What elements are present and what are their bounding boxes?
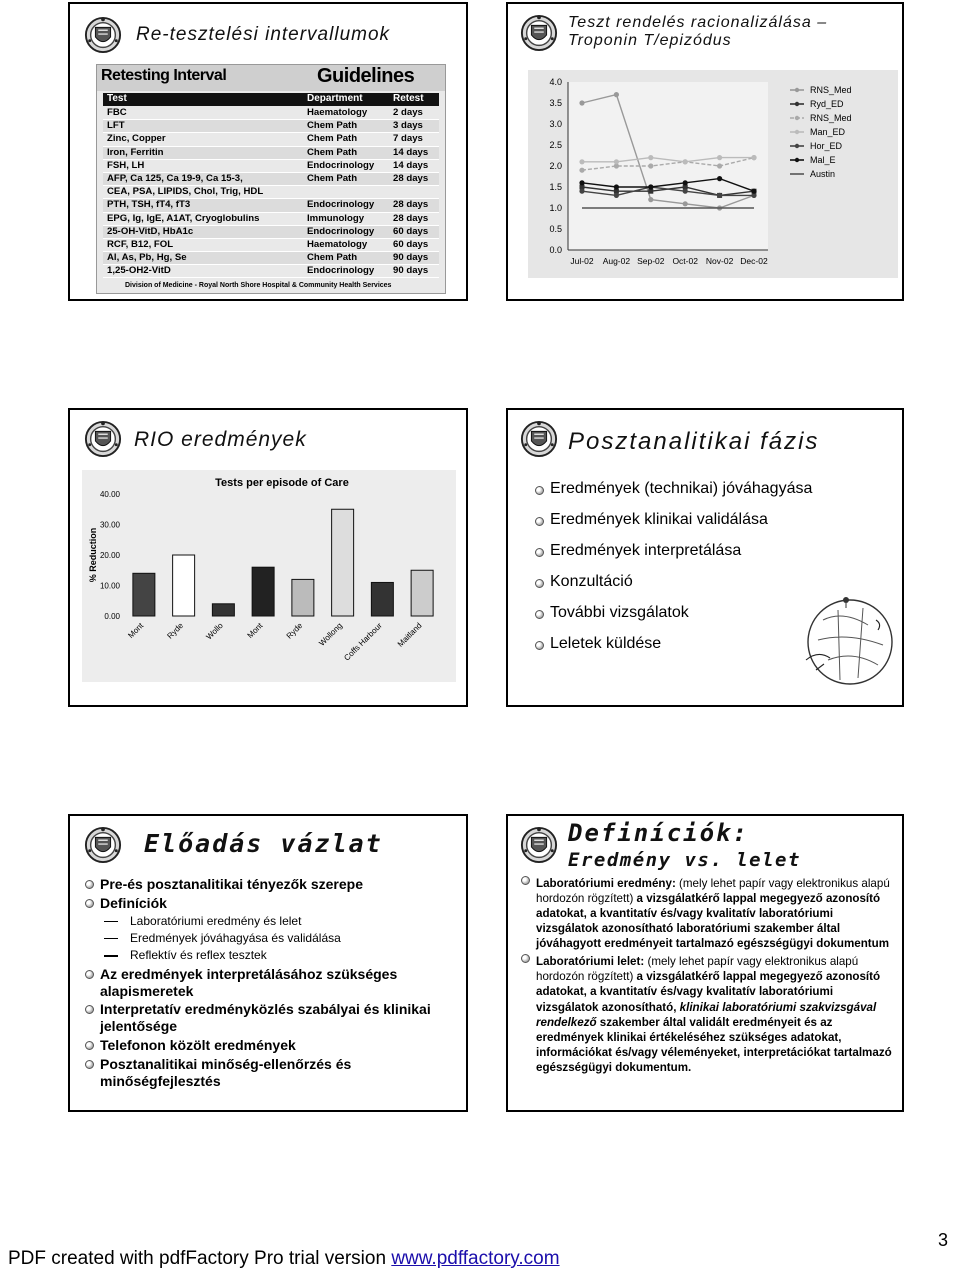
hospital-crest-logo — [84, 16, 122, 54]
hospital-crest-logo — [520, 420, 558, 458]
legend-marker — [795, 88, 799, 92]
table-row — [103, 120, 439, 133]
data-point — [579, 168, 584, 173]
data-point — [579, 180, 584, 185]
data-point — [683, 159, 688, 164]
dash-marker — [104, 955, 118, 957]
plot-area — [568, 82, 768, 250]
slide-definitions — [506, 814, 904, 1112]
y-tick-label: 0.0 — [549, 245, 562, 255]
category-label: Wollong — [317, 621, 345, 648]
col-retest: Retest — [393, 93, 424, 104]
table-row — [103, 173, 439, 186]
data-point — [579, 189, 584, 194]
category-label: Wollo — [204, 621, 225, 642]
cell-department: Endocrinology — [307, 159, 375, 171]
table-row — [103, 239, 439, 252]
data-point — [648, 155, 653, 160]
cell-department: Haematology — [307, 107, 368, 118]
bar — [252, 567, 274, 616]
y-tick-label: 40.00 — [99, 490, 120, 499]
cell-test: RCF, B12, FOL — [107, 238, 174, 250]
y-tick-label: 2.5 — [549, 140, 562, 150]
cell-test: PTH, TSH, fT4, fT3 — [107, 199, 191, 211]
bullet-item: Leletek küldése — [534, 635, 834, 653]
x-tick-label: Jul-02 — [570, 256, 594, 266]
cell-department: Endocrinology — [307, 225, 375, 237]
cell-department: Chem Path — [307, 252, 358, 264]
legend-label: Ryd_ED — [810, 99, 844, 109]
data-point — [648, 163, 653, 168]
data-point — [614, 184, 619, 189]
outline-item: Pre-és posztanalitikai tényezők szerepe — [84, 876, 454, 893]
outline-subitem: Laboratóriumi eredmény és lelet — [84, 914, 454, 928]
legend-marker — [795, 116, 799, 120]
legend-label: Austin — [810, 169, 836, 179]
category-label: Maitland — [395, 621, 424, 649]
cell-department: Chem Path — [307, 172, 358, 184]
cell-test: Iron, Ferritin — [107, 146, 164, 158]
retesting-table-image — [96, 64, 446, 294]
table-row — [103, 213, 439, 226]
bullet-item: Eredmények (technikai) jóváhagyása — [534, 480, 834, 498]
cell-test: FSH, LH — [107, 159, 145, 171]
data-point — [683, 201, 688, 206]
table-row — [103, 107, 439, 120]
slide-title: Posztanalitikai fázis — [568, 428, 820, 455]
hospital-crest-logo — [84, 420, 122, 458]
legend-label: Man_ED — [810, 127, 846, 137]
data-point — [717, 176, 722, 181]
table-row — [103, 186, 439, 199]
data-point — [717, 193, 722, 198]
cell-retest: 3 days — [393, 120, 423, 132]
cell-test: Zinc, Copper — [107, 133, 166, 145]
bar — [332, 509, 354, 616]
x-tick-label: Aug-02 — [602, 256, 631, 266]
handwriting-sketch-image — [788, 590, 898, 690]
y-tick-label: 3.5 — [549, 98, 562, 108]
hospital-crest-logo — [520, 826, 558, 864]
bar — [292, 579, 314, 616]
cell-retest: 14 days — [393, 146, 429, 158]
bar — [212, 604, 234, 616]
chart-title: Tests per episode of Care — [215, 477, 349, 489]
cell-test: 1,25-OH2-VitD — [107, 265, 171, 277]
tests-per-episode-bar-chart — [82, 470, 456, 682]
cell-department: Chem Path — [307, 146, 358, 158]
table-row — [103, 133, 439, 146]
bullet-item: Eredmények klinikai validálása — [534, 511, 834, 529]
data-point — [648, 197, 653, 202]
hospital-crest-logo — [84, 826, 122, 864]
cell-department: Chem Path — [307, 120, 358, 132]
cell-test: EPG, Ig, IgE, A1AT, Cryoglobulins — [107, 212, 260, 224]
x-tick-label: Dec-02 — [740, 256, 768, 266]
data-point — [648, 184, 653, 189]
outline-subitem: Eredmények jóváhagyása és validálása — [84, 931, 454, 945]
table-header-row — [103, 93, 439, 106]
slide-outline — [68, 814, 468, 1112]
hospital-crest-logo — [520, 14, 558, 52]
slide-title: RIO eredmények — [134, 428, 307, 451]
cell-retest: 28 days — [393, 212, 429, 224]
outline-subitem: Reflektív és reflex tesztek — [84, 948, 454, 962]
cell-department: Haematology — [307, 238, 368, 250]
outline-item: Posztanalitikai minőség-ellenőrzés és minőségfejlesztés — [84, 1056, 454, 1090]
cell-retest: 90 days — [393, 252, 429, 264]
category-label: Coffs Harbour — [342, 621, 384, 663]
y-axis-label: % Reduction — [88, 527, 98, 583]
table-row — [103, 265, 439, 278]
cell-department: Endocrinology — [307, 265, 375, 277]
y-tick-label: 2.0 — [549, 161, 562, 171]
slide-title — [568, 14, 827, 51]
slide-title: Előadás vázlat — [144, 829, 383, 858]
y-tick-label: 10.00 — [99, 581, 120, 591]
data-point — [717, 163, 722, 168]
data-point — [717, 155, 722, 160]
legend-label: Mal_E — [810, 155, 836, 165]
bullet-item: Konzultáció — [534, 573, 834, 591]
cell-department: Endocrinology — [307, 199, 375, 211]
cell-test: CEA, PSA, LIPIDS, Chol, Trig, HDL — [107, 186, 264, 198]
cell-department: Immunology — [307, 212, 365, 224]
cell-test: LFT — [107, 120, 125, 132]
legend-label: Hor_ED — [810, 141, 843, 151]
table-body — [103, 107, 439, 278]
legend-marker — [795, 102, 799, 106]
outline-item: Interpretatív eredményközlés szabályai és klinikai jelentősége — [84, 1001, 454, 1035]
col-test: Test — [107, 93, 127, 104]
bar — [411, 570, 433, 616]
slide-retesting-intervals — [68, 2, 468, 301]
data-point — [683, 189, 688, 194]
slide-subtitle: Eredmény vs. lelet — [568, 849, 801, 871]
category-label: Ryde — [165, 621, 186, 641]
table-banner — [97, 65, 445, 91]
bar — [173, 555, 195, 616]
legend-label: RNS_Med — [810, 85, 852, 95]
slide-postanalytical-phase — [506, 408, 904, 707]
legend-label: RNS_Med — [810, 113, 852, 123]
category-label: Mont — [126, 621, 146, 640]
y-tick-label: 1.5 — [549, 182, 562, 192]
slide-rio-results — [68, 408, 468, 707]
definition-result: Laboratóriumi eredmény: (mely lehet papír vagy elektronikus alapú hordozón rögzített) a vizsgálatkérő lappal megegyező azonosító adatokat, a kvantitatív és/vagy kvalitatív laboratóriumi vizsgálatok azonosítható laboratóriumi szakember által jóváhagyott eredményeit tartalmazó egészségügyi dokumentum — [520, 876, 898, 951]
pdf-footer — [8, 1248, 560, 1270]
table-row — [103, 147, 439, 160]
data-point — [579, 100, 584, 105]
slide-title-line2: Troponin T/epizódus — [568, 32, 732, 50]
data-point — [579, 159, 584, 164]
outline-item: Definíciók — [84, 895, 454, 912]
cell-retest: 60 days — [393, 225, 429, 237]
cell-retest: 14 days — [393, 159, 429, 171]
cell-test: AFP, Ca 125, Ca 19-9, Ca 15-3, — [107, 172, 243, 184]
data-point — [683, 180, 688, 185]
y-tick-label: 30.00 — [99, 520, 120, 530]
x-tick-label: Sep-02 — [637, 256, 665, 266]
outline-item: Telefonon közölt eredmények — [84, 1037, 454, 1054]
footer-text: PDF created with pdfFactory Pro trial version — [8, 1248, 392, 1269]
cell-retest: 28 days — [393, 199, 429, 211]
legend-marker — [795, 158, 799, 162]
y-tick-label: 20.00 — [99, 551, 120, 560]
y-tick-label: 3.0 — [549, 119, 562, 129]
data-point — [614, 159, 619, 164]
table-row — [103, 252, 439, 265]
cell-department: Chem Path — [307, 133, 358, 145]
bar — [371, 582, 393, 616]
x-tick-label: Nov-02 — [705, 256, 734, 266]
table-row — [103, 199, 439, 212]
cell-test: 25-OH-VitD, HbA1c — [107, 225, 194, 237]
slide-title: Re-tesztelési intervallumok — [136, 24, 391, 45]
data-point — [614, 92, 619, 97]
y-tick-label: 0.5 — [549, 224, 562, 234]
cell-test: Al, As, Pb, Hg, Se — [107, 252, 187, 264]
data-point — [751, 155, 756, 160]
col-department: Department — [307, 93, 363, 104]
table-row — [103, 226, 439, 239]
slide-troponin-chart — [506, 2, 904, 301]
category-label: Ryde — [284, 621, 305, 641]
bullet-item: Eredmények interpretálása — [534, 542, 834, 560]
troponin-line-chart — [528, 70, 898, 278]
category-label: Mont — [245, 621, 265, 640]
bullet-item: További vizsgálatok — [534, 604, 834, 622]
cell-retest: 7 days — [393, 133, 423, 145]
x-tick-label: Oct-02 — [672, 256, 698, 266]
page-number: 3 — [938, 1230, 949, 1250]
data-point — [751, 189, 756, 194]
definition-report: Laboratóriumi lelet: (mely lehet papír vagy elektronikus alapú hordozón rögzített) a vizsgálatkérő lappal megegyező azonosító adatokat, a kvantitatív és/vagy kvalitatív laboratóriumi vizsgálatok azonosítható, klinikai laboratóriumi szakvizsgával rendelkező szakember által validált eredményeit és az eredmények klinikai értékeléséhez szükséges adatokat, információkat és/vagy véleményeket, interpretációkat tartalmazó egészségügyi dokumentum. — [520, 954, 898, 1075]
table-banner-left: Retesting Interval — [101, 67, 227, 84]
definition-list — [520, 876, 898, 1075]
cell-retest: 90 days — [393, 265, 429, 277]
cell-test: FBC — [107, 107, 127, 118]
table-banner-right: Guidelines — [317, 65, 415, 87]
outline-list — [84, 876, 454, 1091]
cell-retest: 28 days — [393, 172, 429, 184]
dash-marker — [104, 921, 118, 923]
slide-title: Definíciók: — [568, 819, 749, 847]
y-tick-label: 0.00 — [104, 612, 120, 621]
outline-item: Az eredmények interpretálásához szükséges alapismeretek — [84, 966, 454, 1000]
footer-link[interactable]: www.pdffactory.com — [391, 1248, 560, 1269]
y-tick-label: 4.0 — [549, 77, 562, 87]
table-row — [103, 160, 439, 173]
data-point — [614, 193, 619, 198]
cell-retest: 60 days — [393, 238, 429, 250]
dash-marker — [104, 938, 118, 940]
bar — [133, 573, 155, 616]
legend-marker — [795, 144, 799, 148]
cell-retest: 2 days — [393, 107, 423, 118]
y-tick-label: 1.0 — [549, 203, 562, 213]
table-footer: Division of Medicine - Royal North Shore Hospital & Community Health Services — [125, 282, 392, 289]
slide-title-line1: Teszt rendelés racionalizálása – — [568, 14, 828, 31]
legend-marker — [795, 130, 799, 134]
